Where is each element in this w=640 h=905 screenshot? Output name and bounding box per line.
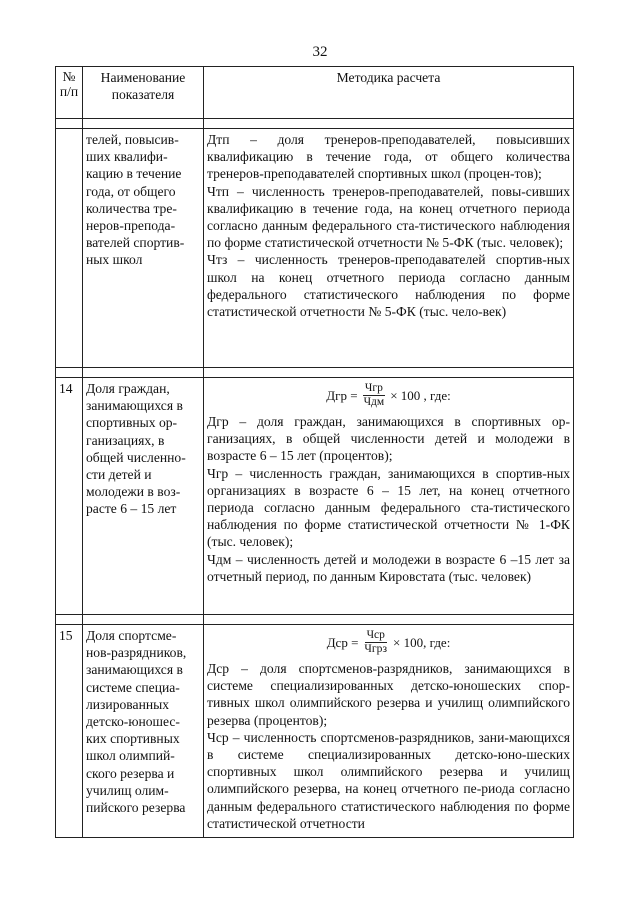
- indicators-table: [55, 66, 574, 838]
- row-spacer: [56, 368, 574, 378]
- method-paragraph: Чтп – численность тренеров-преподавателей, повы-сивших квалификацию в течение года, на конец отчетного периода согласно данным федерального ста-тистического наблюдения по форме статистической отчетности № 5-ФК (тыс. человек);: [207, 183, 570, 251]
- formula-denominator: Чгрз: [364, 643, 388, 655]
- formula-rhs: × 100, где:: [393, 634, 451, 650]
- method-paragraph: Чср – численность спортсменов-разрядников, зани-мающихся в системе специализированных детско-юно-шеских спортивных школ олимпийского резерва и училищ олимпийского резерва, на конец отчетного пе-риода согласно данным федерального статистического наблюдения по форме статистической отчетности: [207, 729, 570, 831]
- row-spacer: [56, 615, 574, 625]
- row-spacer: [56, 119, 574, 129]
- indicator-name: Доля граждан, занимающихся в спортивных ор- ганизациях, в общей численно- сти детей и молодежи в воз- расте 6 – 15 лет: [83, 378, 204, 615]
- table-row: [56, 625, 574, 838]
- indicator-name: телей, повысив- ших квалифи- кацию в течение года, от общего количества тре- неров-препода- вателей спортив- ных школ: [83, 129, 204, 368]
- indicator-name: Доля спортсме- нов-разрядников, занимающихся в системе специа- лизированных детско-юношес- ких спортивных школ олимпий- ского резерва и училищ олим- пийского резерва: [83, 625, 204, 838]
- table-row: [56, 378, 574, 615]
- table-row: [56, 129, 574, 368]
- formula-fraction: [362, 629, 389, 656]
- formula-fraction: [362, 382, 387, 409]
- method-paragraph: Дср – доля спортсменов-разрядников, занимающихся в системе специализированных детско-юношеских спор-тивных школ олимпийского резерва и училищ олимпийского резерва (процентов);: [207, 661, 570, 728]
- page-number: 32: [312, 44, 328, 60]
- header-indicator-name: Наименование показателя: [83, 67, 204, 119]
- row-number: 15: [56, 625, 83, 838]
- calculation-method: [204, 129, 574, 368]
- formula: [207, 382, 570, 409]
- row-number: 14: [56, 378, 83, 615]
- method-paragraph: Дтп – доля тренеров-преподавателей, повысивших квалификацию в течение года, от общего количества тренеров-преподавателей спортивных школ (процен-тов);: [207, 132, 570, 182]
- formula-rhs: × 100 , где:: [390, 387, 451, 403]
- header-number: № п/п: [56, 67, 83, 119]
- formula-lhs: Дср =: [326, 634, 359, 650]
- method-paragraph: Чдм – численность детей и молодежи в возрасте 6 –15 лет за отчетный период, по данным Кировстата (тыс. человек): [207, 551, 570, 584]
- method-paragraph: Чтз – численность тренеров-преподавателей спортив-ных школ на конец отчетного периода согласно данным федерального статистического наблюдения по форме статистической отчетности № 5-ФК (тыс. чело-век): [207, 252, 570, 320]
- row-number: [56, 129, 83, 368]
- table-header-row: [56, 67, 574, 119]
- formula-numerator: Чср: [366, 629, 385, 641]
- formula-lhs: Дгр =: [326, 387, 358, 403]
- calculation-method: [204, 625, 574, 838]
- header-calculation-method: Методика расчета: [204, 67, 574, 119]
- method-paragraph: Чгр – численность граждан, занимающихся в спортив-ных организациях в возрасте 6 – 15 лет, на конец отчетного периода согласно данным федерального ста-тистического наблюдения по форме статистической отчетности № 1-ФК (тыс. человек);: [207, 465, 570, 550]
- formula: [207, 629, 570, 656]
- calculation-method: [204, 378, 574, 615]
- formula-denominator: Чдм: [363, 396, 385, 408]
- method-paragraph: Дгр – доля граждан, занимающихся в спортивных ор-ганизациях, в общей численности детей и молодежи в возрасте 6 – 15 лет (процентов);: [207, 414, 570, 464]
- formula-numerator: Чгр: [364, 382, 383, 394]
